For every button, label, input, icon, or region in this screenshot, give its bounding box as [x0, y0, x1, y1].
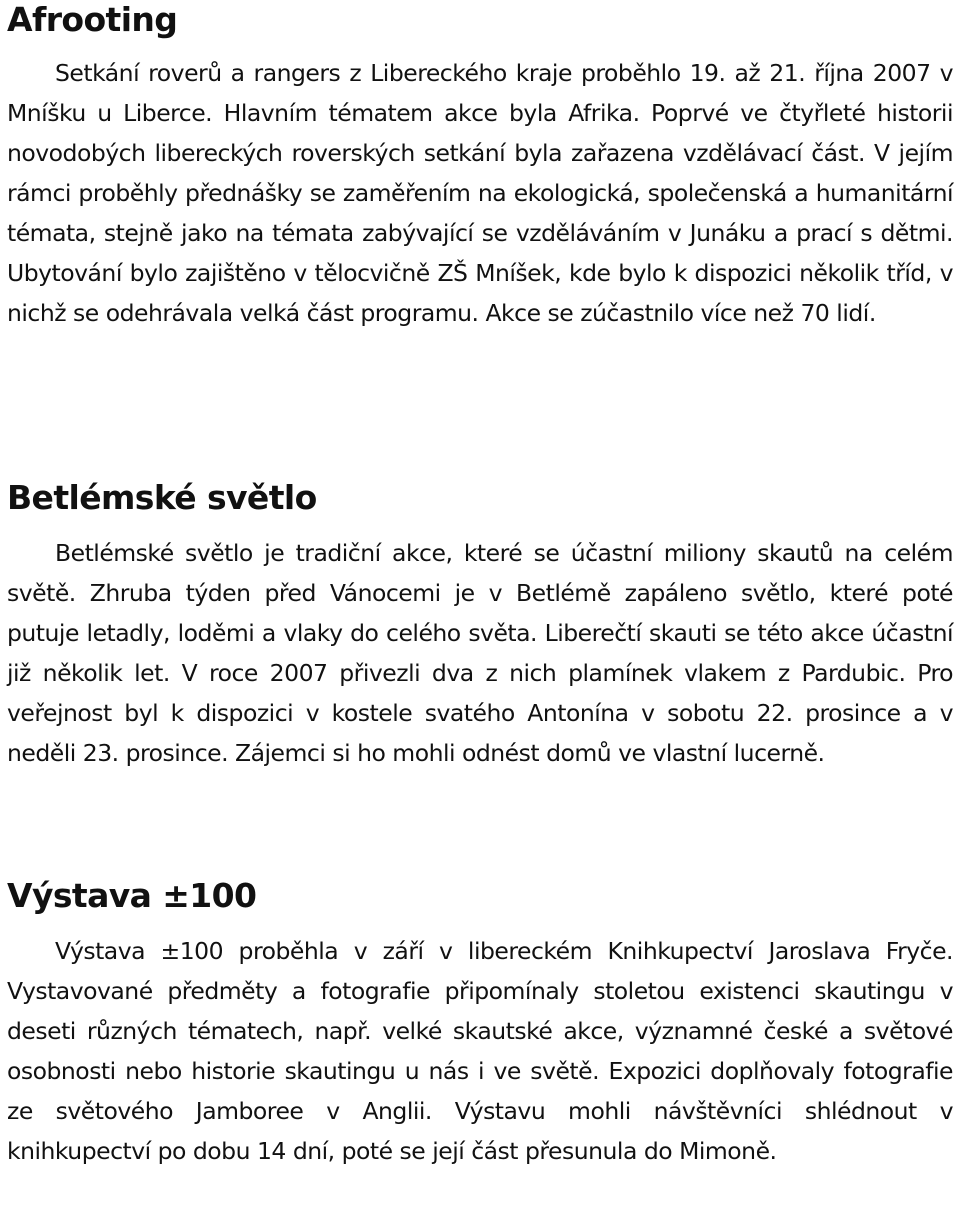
section-heading: Betlémské světlo — [7, 478, 317, 517]
section-paragraph: Betlémské světlo je tradiční akce, které se účastní miliony skautů na celém světě. Zhruba týden před Vánocemi je v Betlémě zapáleno světlo, které poté putuje letadly, loděmi a vlaky do celého světa. Liberečtí skauti se této akce účastní již několik let. V roce 2007 přivezli dva z nich plamínek vlakem z Pardubic. Pro veřejnost byl k dispozici v kostele svatého Antonína v sobotu 22. prosince a v neděli 23. prosince. Zájemci si ho mohli odnést domů ve vlastní lucerně. — [7, 539, 953, 767]
section-vystava — [7, 876, 953, 1171]
section-paragraph: Výstava ±100 proběhla v září v libereckém Knihkupectví Jaroslava Fryče. Vystavované předměty a fotografie připomínaly stoletou existenci skautingu v deseti různých tématech, např. velké skautské akce, významné české a světové osobnosti nebo historie skautingu u nás i ve světě. Expozici doplňovaly fotografie ze světového Jamboree v Anglii. Výstavu mohli návštěvníci shlédnout v knihkupectví po dobu 14 dní, poté se její část přesunula do Mimoně. — [7, 937, 953, 1165]
section-heading: Afrooting — [7, 0, 178, 39]
section-paragraph: Setkání roverů a rangers z Libereckého kraje proběhlo 19. až 21. října 2007 v Mníšku u Liberce. Hlavním tématem akce byla Afrika. Poprvé ve čtyřleté historii novodobých libereckých roverských setkání byla zařazena vzdělávací část. V jejím rámci proběhly přednášky se zaměřením na ekologická, společenská a humanitární témata, stejně jako na témata zabývající se vzděláváním v Junáku a prací s dětmi. Ubytování bylo zajištěno v tělocvičně ZŠ Mníšek, kde bylo k dispozici několik tříd, v nichž se odehrávala velká část programu. Akce se zúčastnilo více než 70 lidí. — [7, 59, 953, 327]
section-afrooting — [7, 0, 953, 333]
section-betlemske-svetlo — [7, 478, 953, 773]
section-heading: Výstava ±100 — [7, 876, 257, 915]
